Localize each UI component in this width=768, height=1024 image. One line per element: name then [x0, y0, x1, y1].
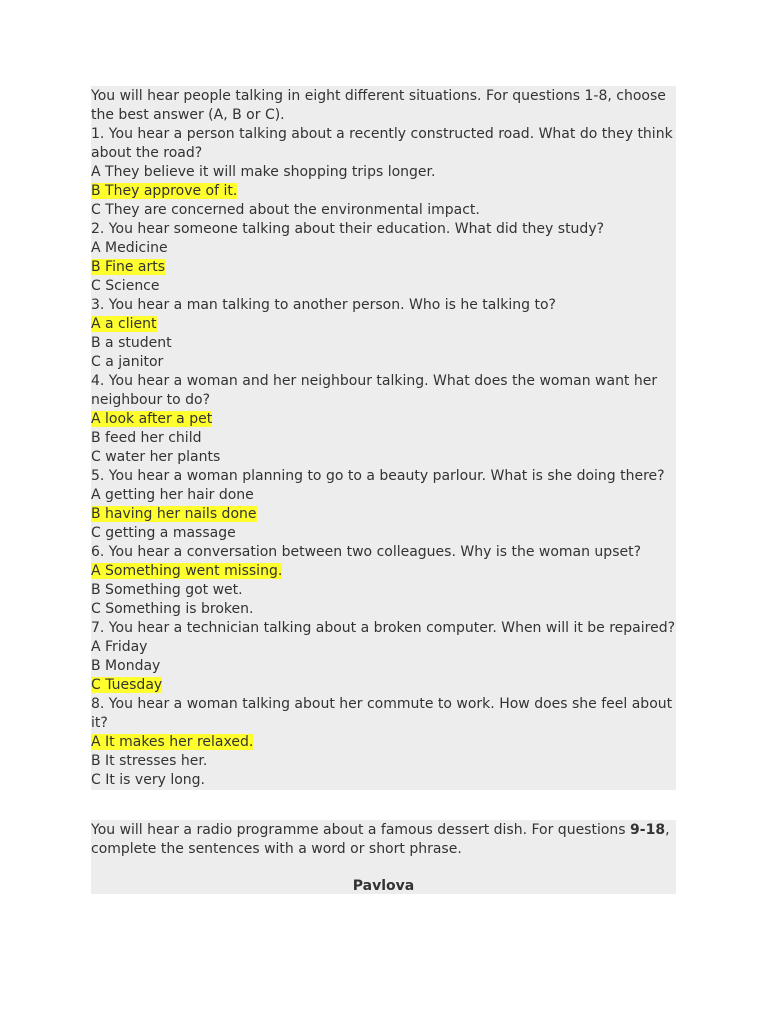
q7-option-b: B Monday [91, 658, 161, 674]
q5-option-a: A getting her hair done [91, 487, 254, 503]
q8-option-a [91, 733, 676, 752]
q4-option-b: B feed her child [91, 430, 202, 446]
q1-option-c: C They are concerned about the environmental impact. [91, 202, 480, 218]
question-1: 1. You hear a person talking about a recently constructed road. What do they think about the road? [91, 126, 673, 161]
q4-option-c: C water her plants [91, 449, 221, 465]
q5-option-c: C getting a massage [91, 525, 236, 541]
q1-option-b [91, 182, 676, 201]
q4-option-a [91, 410, 676, 429]
part1-instructions: You will hear people talking in eight different situations. For questions 1-8, choose the best answer (A, B or C). [91, 88, 666, 123]
part2-title: Pavlova [352, 878, 415, 894]
q6-option-c: C Something is broken. [91, 601, 254, 617]
q8-option-c: C It is very long. [91, 772, 205, 788]
part1-section [91, 86, 676, 790]
q7-option-a: A Friday [91, 639, 148, 655]
question-8: 8. You hear a woman talking about her commute to work. How does she feel about it? [91, 696, 673, 731]
highlighted-answer: A a client [91, 316, 157, 332]
q6-option-b: B Something got wet. [91, 582, 243, 598]
q8-option-b: B It stresses her. [91, 753, 208, 769]
question-7: 7. You hear a technician talking about a broken computer. When will it be repaired? [91, 620, 676, 636]
highlighted-answer: B Fine arts [91, 259, 166, 275]
q1-option-a: A They believe it will make shopping trips longer. [91, 164, 436, 180]
highlighted-answer: C Tuesday [91, 677, 163, 693]
q3-option-b: B a student [91, 335, 172, 351]
question-6: 6. You hear a conversation between two colleagues. Why is the woman upset? [91, 544, 642, 560]
q3-option-a [91, 315, 676, 334]
highlighted-answer: A It makes her relaxed. [91, 734, 254, 750]
q2-option-a: A Medicine [91, 240, 168, 256]
highlighted-answer: B having her nails done [91, 506, 257, 522]
question-range: 9-18 [630, 822, 666, 838]
highlighted-answer: A look after a pet [91, 411, 213, 427]
question-2: 2. You hear someone talking about their education. What did they study? [91, 221, 605, 237]
q3-option-c: C a janitor [91, 354, 164, 370]
question-3: 3. You hear a man talking to another person. Who is he talking to? [91, 297, 556, 313]
part2-section [91, 820, 676, 894]
question-5: 5. You hear a woman planning to go to a beauty parlour. What is she doing there? [91, 468, 665, 484]
q6-option-a [91, 562, 676, 581]
q5-option-b [91, 505, 676, 524]
highlighted-answer: B They approve of it. [91, 183, 238, 199]
q2-option-c: C Science [91, 278, 160, 294]
q7-option-c [91, 676, 676, 695]
question-4: 4. You hear a woman and her neighbour talking. What does the woman want her neighbour to do? [91, 373, 658, 408]
part2-instructions: You will hear a radio programme about a famous dessert dish. For questions 9-18, complete the sentences with a word or short phrase. [91, 822, 670, 857]
q2-option-b [91, 258, 676, 277]
highlighted-answer: A Something went missing. [91, 563, 283, 579]
